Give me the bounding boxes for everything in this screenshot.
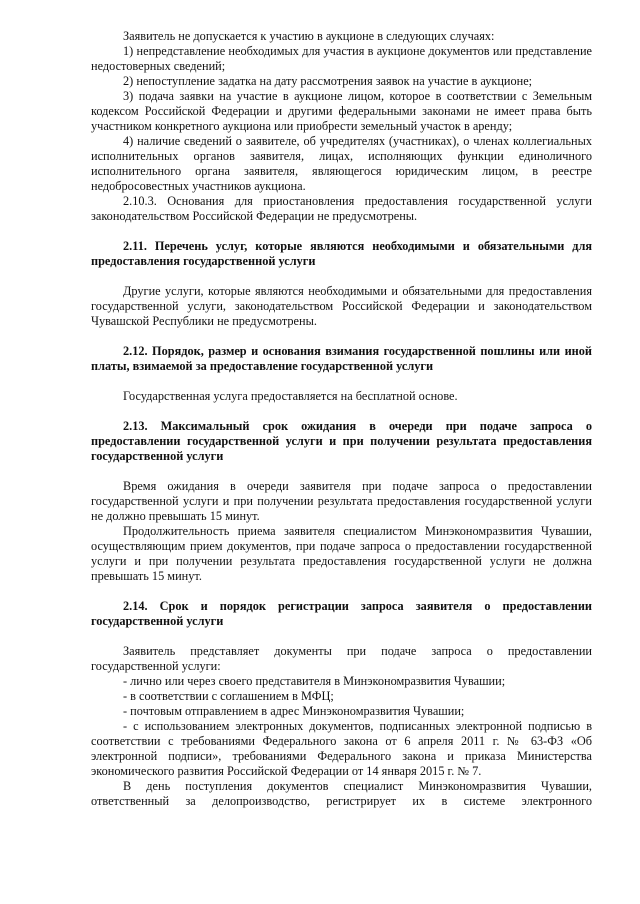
list-item-1: 1) непредставление необходимых для участия в аукционе документов или представление недостоверных сведений;	[91, 44, 592, 73]
section-2-11-paragraph: Другие услуги, которые являются необходимыми и обязательными для предоставления государственной услуги, законодательством Российской Федерации и законодательством Чувашской Республики не предусмотрены.	[91, 284, 592, 328]
section-2-14-paragraph-1: Заявитель представляет документы при подаче запроса о предоставлении государственной услуги:	[91, 644, 592, 673]
section-2-14-list-item-3: - почтовым отправлением в адрес Минэкономразвития Чувашии;	[123, 704, 465, 718]
section-2-12-paragraph: Государственная услуга предоставляется на бесплатной основе.	[123, 389, 458, 403]
section-2-13-paragraph-1: Время ожидания в очереди заявителя при подаче запроса о предоставлении государственной услуги и при получении результата предоставления государственной услуги не должно превышать 15 минут.	[91, 479, 592, 523]
list-item-4: 4) наличие сведений о заявителе, об учредителях (участниках), о членах коллегиальных исполнительных органов заявителя, лицах, исполняющих функции единоличного исполнительного органа заявителя, являющегося юридическим лицом, в реестре недобросовестных участников аукциона.	[91, 134, 592, 193]
section-heading-2-13: 2.13. Максимальный срок ожидания в очереди при подаче запроса о предоставлении государственной услуги и при получении результата предоставления государственной услуги	[91, 419, 592, 463]
section-heading-2-12: 2.12. Порядок, размер и основания взимания государственной пошлины или иной платы, взимаемой за предоставление государственной услуги	[91, 344, 592, 373]
section-2-14-paragraph-2: В день поступления документов специалист Минэкономразвития Чувашии, ответственный за делопроизводство, регистрирует их в системе электронного	[91, 779, 592, 808]
list-item-2: 2) непоступление задатка на дату рассмотрения заявок на участие в аукционе;	[123, 74, 533, 88]
paragraph-intro: Заявитель не допускается к участию в аукционе в следующих случаях:	[123, 29, 495, 43]
section-2-14-list-item-1: - лично или через своего представителя в Минэкономразвития Чувашии;	[123, 674, 506, 688]
section-heading-2-14: 2.14. Срок и порядок регистрации запроса заявителя о предоставлении государственной услуги	[91, 599, 592, 628]
list-item-3: 3) подача заявки на участие в аукционе лицом, которое в соответствии с Земельным кодексом Российской Федерации и другими федеральными законами не имеет права быть участником конкретного аукциона или приобрести земельный участок в аренду;	[91, 89, 592, 133]
section-heading-2-11: 2.11. Перечень услуг, которые являются необходимыми и обязательными для предоставления государственной услуги	[91, 239, 592, 268]
section-2-13-paragraph-2: Продолжительность приема заявителя специалистом Минэкономразвития Чувашии, осуществляющим прием документов, при подаче запроса о предоставлении государственной услуги и при получении результата предоставления государственной услуги не должна превышать 15 минут.	[91, 524, 592, 583]
section-2-14-list-item-2: - в соответствии с соглашением в МФЦ;	[123, 689, 334, 703]
paragraph-2-10-3: 2.10.3. Основания для приостановления предоставления государственной услуги законодательством Российской Федерации не предусмотрены.	[91, 194, 592, 223]
section-2-14-list-item-4: - с использованием электронных документов, подписанных электронной подписью в соответствии с требованиями Федерального закона от 6 апреля 2011 г. № 63-ФЗ «Об электронной подписи», требованиями Федерального закона и приказа Министерства экономического развития Российской Федерации от 14 января 2015 г. № 7.	[91, 719, 592, 778]
